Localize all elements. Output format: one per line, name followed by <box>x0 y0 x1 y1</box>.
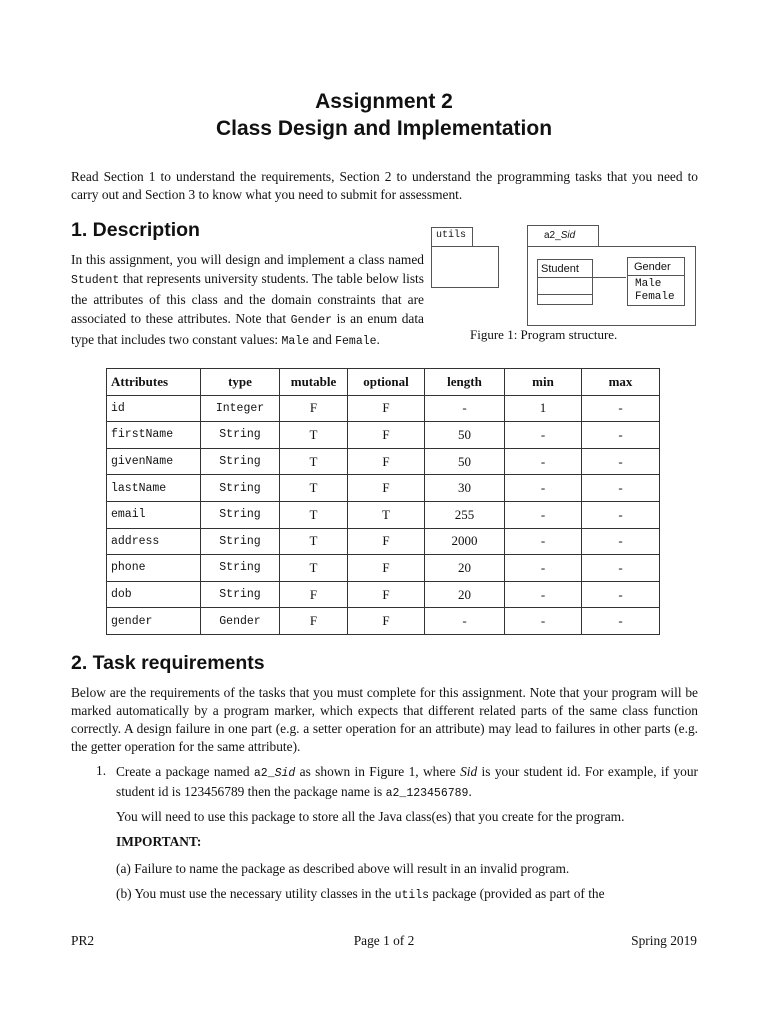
table-row <box>107 475 660 502</box>
attr-mutable: T <box>280 555 348 582</box>
attr-name: gender <box>107 608 201 635</box>
header-attributes: Attributes <box>107 369 201 396</box>
student-class-ops <box>537 294 593 305</box>
attr-mutable: T <box>280 528 348 555</box>
attr-type: String <box>201 581 280 608</box>
attr-name: phone <box>107 555 201 582</box>
attr-max: - <box>582 608 660 635</box>
code-male: Male <box>281 335 310 348</box>
description-paragraph: In this assignment, you will design and implement a class named Student that represents university students. The table below lists the attributes of this class and the domain constraints that are associated to these attributes. Note that Gender is an enum data type that includes two constant values: Male and Female. <box>71 252 425 348</box>
header-max: max <box>582 369 660 396</box>
a2-label: a2_Sid <box>544 230 576 241</box>
task-intro-paragraph: Below are the requirements of the tasks that you must complete for this assignment. Note that your program will be marked automatically by a program marker, which expects that different related parts of the same class function correctly. A design failure in one part (e.g. a setter operation for an attribute) may lead to failures in other parts (e.g. the getter operation for the same attribute). <box>71 685 698 754</box>
attr-mutable: T <box>280 501 348 528</box>
gender-female: Female <box>635 291 675 303</box>
attr-min: - <box>505 475 582 502</box>
header-min: min <box>505 369 582 396</box>
attr-name: id <box>107 395 201 422</box>
table-row <box>107 555 660 582</box>
attr-name: address <box>107 528 201 555</box>
header-length: length <box>425 369 505 396</box>
code-female: Female <box>335 335 377 348</box>
attr-mutable: T <box>280 448 348 475</box>
attr-type: String <box>201 501 280 528</box>
attr-optional: F <box>348 528 425 555</box>
attr-length: 30 <box>425 475 505 502</box>
attr-mutable: T <box>280 475 348 502</box>
table-row <box>107 528 660 555</box>
attr-min: - <box>505 448 582 475</box>
utils-label: utils <box>436 230 467 241</box>
code-package-name: a2_Sid <box>253 767 296 780</box>
attr-length: 50 <box>425 422 505 449</box>
attr-length: 255 <box>425 501 505 528</box>
footer-page-number: Page 1 of 2 <box>353 933 415 948</box>
attr-optional: T <box>348 501 425 528</box>
sub-item-a: (a) Failure to name the package as described above will result in an invalid program. <box>116 861 570 876</box>
attr-mutable: F <box>280 608 348 635</box>
section2-heading: 2. Task requirements <box>71 652 265 674</box>
student-class-attrs <box>537 277 593 295</box>
attr-min: - <box>505 501 582 528</box>
attr-name: lastName <box>107 475 201 502</box>
attr-type: String <box>201 475 280 502</box>
attr-type: String <box>201 448 280 475</box>
attr-min: - <box>505 581 582 608</box>
section1-heading: 1. Description <box>71 219 200 241</box>
code-utils: utils <box>394 889 430 902</box>
attr-optional: F <box>348 581 425 608</box>
attr-optional: F <box>348 395 425 422</box>
code-gender: Gender <box>290 314 333 327</box>
attr-mutable: T <box>280 422 348 449</box>
attr-max: - <box>582 395 660 422</box>
attr-min: - <box>505 555 582 582</box>
list-item-1-para2: You will need to use this package to store all the Java class(es) that you create for the program. <box>116 809 625 824</box>
attr-optional: F <box>348 448 425 475</box>
table-row <box>107 501 660 528</box>
attr-length: 2000 <box>425 528 505 555</box>
attr-optional: F <box>348 422 425 449</box>
table-row <box>107 448 660 475</box>
attr-optional: F <box>348 555 425 582</box>
footer-course: PR2 <box>71 933 95 948</box>
attr-optional: F <box>348 475 425 502</box>
gender-male: Male <box>635 278 662 290</box>
header-mutable: mutable <box>280 369 348 396</box>
title-line2: Class Design and Implementation <box>215 117 553 140</box>
title-line1: Assignment 2 <box>315 90 453 113</box>
attr-length: - <box>425 395 505 422</box>
code-student: Student <box>71 274 120 287</box>
association-line <box>593 277 626 278</box>
attr-name: dob <box>107 581 201 608</box>
important-label: IMPORTANT: <box>116 834 202 849</box>
attr-min: - <box>505 422 582 449</box>
table-row <box>107 422 660 449</box>
attr-max: - <box>582 581 660 608</box>
attr-min: 1 <box>505 395 582 422</box>
attr-mutable: F <box>280 395 348 422</box>
attr-type: Gender <box>201 608 280 635</box>
attr-max: - <box>582 555 660 582</box>
sub-item-b: (b) You must use the necessary utility classes in the utils package (provided as part of the <box>116 886 605 902</box>
attr-length: - <box>425 608 505 635</box>
list-item-number: 1. <box>96 763 107 778</box>
attr-type: String <box>201 422 280 449</box>
attr-max: - <box>582 448 660 475</box>
attr-max: - <box>582 528 660 555</box>
figure-caption: Figure 1: Program structure. <box>470 327 618 342</box>
attr-type: String <box>201 528 280 555</box>
attr-max: - <box>582 501 660 528</box>
attributes-table <box>106 368 660 635</box>
attr-min: - <box>505 528 582 555</box>
header-optional: optional <box>348 369 425 396</box>
table-header-row <box>107 369 660 396</box>
table-row <box>107 395 660 422</box>
list-item-1: Create a package named a2_Sid as shown in Figure 1, where Sid is your student id. For example, if your student id is 123456789 then the package name is a2_123456789. <box>116 764 699 800</box>
attr-name: firstName <box>107 422 201 449</box>
intro-paragraph: Read Section 1 to understand the requirements, Section 2 to understand the programming tasks that you need to carry out and Section 3 to know what you need to submit for assessment. <box>71 169 698 202</box>
header-type: type <box>201 369 280 396</box>
attr-max: - <box>582 422 660 449</box>
gender-label: Gender <box>634 261 671 273</box>
student-label: Student <box>541 263 579 275</box>
attr-length: 20 <box>425 555 505 582</box>
table-row <box>107 608 660 635</box>
attr-type: Integer <box>201 395 280 422</box>
footer-term: Spring 2019 <box>631 933 697 948</box>
attr-name: givenName <box>107 448 201 475</box>
attr-length: 50 <box>425 448 505 475</box>
attr-length: 20 <box>425 581 505 608</box>
attr-max: - <box>582 475 660 502</box>
attr-mutable: F <box>280 581 348 608</box>
utils-package <box>431 246 499 288</box>
attr-optional: F <box>348 608 425 635</box>
code-package-example: a2_123456789 <box>385 787 469 800</box>
sid-term: Sid <box>460 764 478 779</box>
attr-name: email <box>107 501 201 528</box>
attr-type: String <box>201 555 280 582</box>
attr-min: - <box>505 608 582 635</box>
table-row <box>107 581 660 608</box>
